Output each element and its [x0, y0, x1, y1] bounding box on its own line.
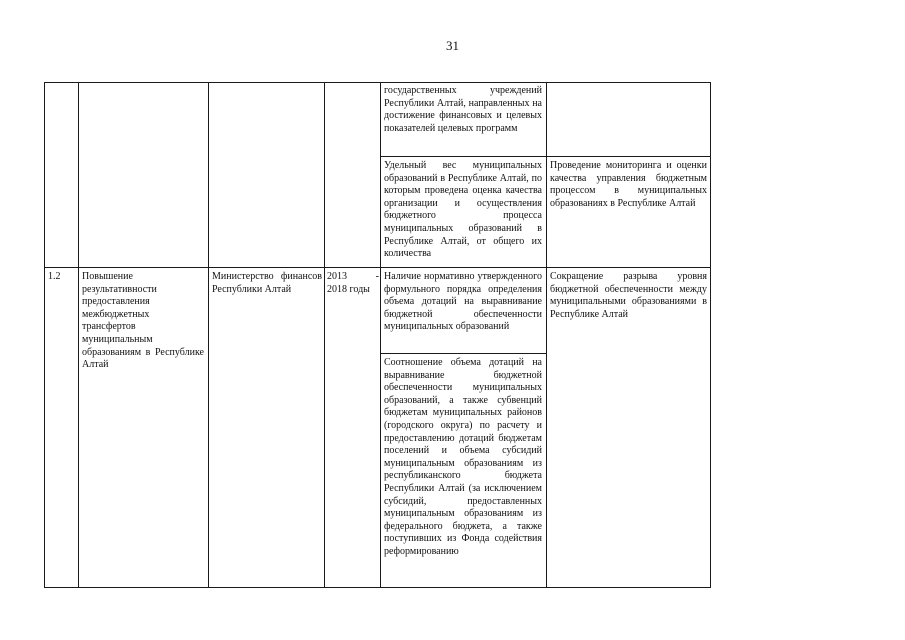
period-dash: - [375, 271, 379, 282]
indicator-cell: государственных учреждений Республики Алтай, направленных на достижение финансовых и целевых показателей целевых программ [384, 85, 542, 134]
column-divider [78, 82, 79, 588]
period-cell [327, 271, 379, 296]
column-divider [380, 82, 381, 588]
result-cell: Сокращение разрыва уровня бюджетной обеспеченности между муниципальными образованиями в Республике Алтай [550, 271, 707, 320]
column-divider [546, 82, 547, 588]
period-start: 2013 [327, 271, 347, 282]
column-divider [324, 82, 325, 588]
table-row-divider [380, 353, 546, 354]
indicator-cell: Наличие нормативно утвержденного формульного порядка определения объема дотаций на выравнивание бюджетной обеспеченности муниципальных образований [384, 271, 542, 333]
row-number: 1.2 [48, 271, 61, 282]
page-number: 31 [446, 38, 459, 53]
indicator-cell: Удельный вес муниципальных образований в Республике Алтай, по которым проведена оценка качества организации и осуществления бюджетного процесса муниципальных образований в Республике Алтай, от общего их количества [384, 160, 542, 260]
period-end: 2018 годы [327, 283, 370, 295]
column-divider [208, 82, 209, 588]
measure-cell: Повышение результативности предоставления межбюджетных трансфертов муниципальным образованиям в Республике Алтай [82, 271, 204, 371]
executor-cell: Министерство финансов Республики Алтай [212, 271, 322, 295]
indicator-cell: Соотношение объема дотаций на выравнивание бюджетной обеспеченности муниципальных образований, а также субвенций бюджетам муниципальных районов (городского округа) по расчету и предоставлению дотаций бюджетам поселений и объема субсидий муниципальным образованиям из республиканского бюджета Республики Алтай (за исключением субсидий, предоставленных муниципальным образованиям из федерального бюджета, а также поступивших из Фонда содействия реформированию [384, 357, 542, 557]
table-border-left [44, 82, 45, 588]
table-row-divider [44, 267, 711, 268]
table-border-right [710, 82, 711, 588]
result-cell: Проведение мониторинга и оценки качества управления бюджетным процессом в муниципальных образованиях в Республике Алтай [550, 160, 707, 209]
table-border-top [44, 82, 711, 83]
table-border-bottom [44, 587, 711, 588]
